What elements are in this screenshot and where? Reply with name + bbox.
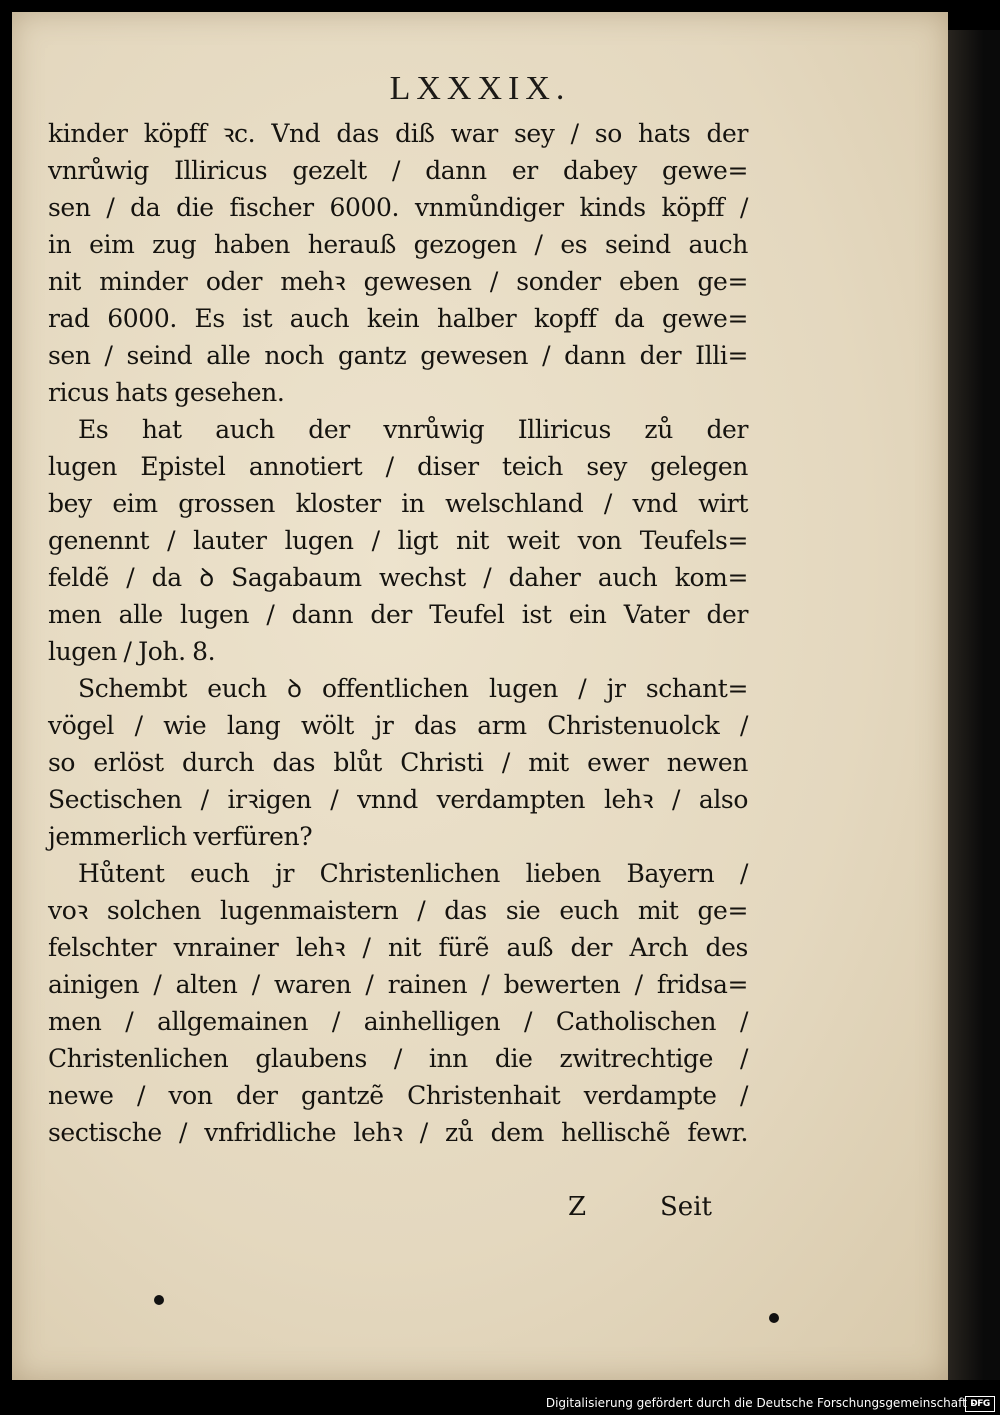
text-line: sen / seind alle noch gantz gewesen / dann der Illi= bbox=[48, 341, 748, 370]
text-line: nit minder oder mehꝛ gewesen / sonder eben ge= bbox=[48, 267, 748, 296]
text-line: sen / da die fischer 6000. vnmůndiger kinds köpff / bbox=[48, 193, 748, 222]
text-line: men / allgemainen / ainhelligen / Catholischen / bbox=[48, 1007, 748, 1036]
text-line: bey eim grossen kloster in welschland / vnd wirt bbox=[48, 489, 748, 518]
signature-mark: Z bbox=[568, 1192, 587, 1222]
text-line: feldẽ / da ꝺ Sagabaum wechst / daher auch kom= bbox=[48, 563, 748, 592]
text-line: ainigen / alten / waren / rainen / bewerten / fridsa= bbox=[48, 970, 748, 999]
ink-spot bbox=[769, 1313, 779, 1323]
dfg-logo-icon: DFG bbox=[965, 1396, 995, 1412]
paragraph-start-line: Es hat auch der vnrůwig Illiricus zů der bbox=[78, 415, 748, 444]
ink-spot bbox=[154, 1295, 164, 1305]
text-line: so erlöst durch das blůt Christi / mit ewer newen bbox=[48, 748, 748, 777]
text-line: vögel / wie lang wölt jr das arm Christenuolck / bbox=[48, 711, 748, 740]
folio-number: LXXXIX. bbox=[389, 70, 571, 107]
text-line: men alle lugen / dann der Teufel ist ein Vater der bbox=[48, 600, 748, 629]
text-line: Sectischen / irꝛigen / vnnd verdampten lehꝛ / also bbox=[48, 785, 748, 814]
digitization-credit: Digitalisierung gefördert durch die Deutsche Forschungsgemeinschaft - bbox=[545, 1396, 975, 1410]
catchword: Seit bbox=[660, 1192, 712, 1222]
text-line: rad 6000. Es ist auch kein halber kopff da gewe= bbox=[48, 304, 748, 333]
paragraph-start-line: Hůtent euch jr Christenlichen lieben Bayern / bbox=[78, 859, 748, 888]
text-line: ricus hats gesehen. bbox=[48, 378, 285, 407]
text-line: in eim zug haben herauß gezogen / es seind auch bbox=[48, 230, 748, 259]
text-line: vnrůwig Illiricus gezelt / dann er dabey gewe= bbox=[48, 156, 748, 185]
text-line: voꝛ solchen lugenmaistern / das sie euch mit ge= bbox=[48, 896, 748, 925]
text-line: sectische / vnfridliche lehꝛ / zů dem hellischẽ fewr. bbox=[48, 1118, 748, 1147]
text-line: genennt / lauter lugen / ligt nit weit von Teufels= bbox=[48, 526, 748, 555]
text-line: newe / von der gantzẽ Christenhait verdampte / bbox=[48, 1081, 748, 1110]
text-line: Christenlichen glaubens / inn die zwitrechtige / bbox=[48, 1044, 748, 1073]
text-line: lugen Epistel annotiert / diser teich sey gelegen bbox=[48, 452, 748, 481]
page-bottom-marks bbox=[12, 1192, 948, 1232]
body-text bbox=[48, 115, 748, 1151]
book-page bbox=[12, 12, 948, 1380]
text-line: lugen / Joh. 8. bbox=[48, 637, 216, 666]
text-line: kinder köpff ꝛc. Vnd das diß war sey / so hats der bbox=[48, 119, 748, 148]
page-edge-shadow bbox=[946, 30, 1000, 1380]
text-line: jemmerlich verfüren? bbox=[48, 822, 313, 851]
paragraph-start-line: Schembt euch ꝺ offentlichen lugen / jr schant= bbox=[78, 674, 748, 703]
text-line: felschter vnrainer lehꝛ / nit fürẽ auß der Arch des bbox=[48, 933, 748, 962]
